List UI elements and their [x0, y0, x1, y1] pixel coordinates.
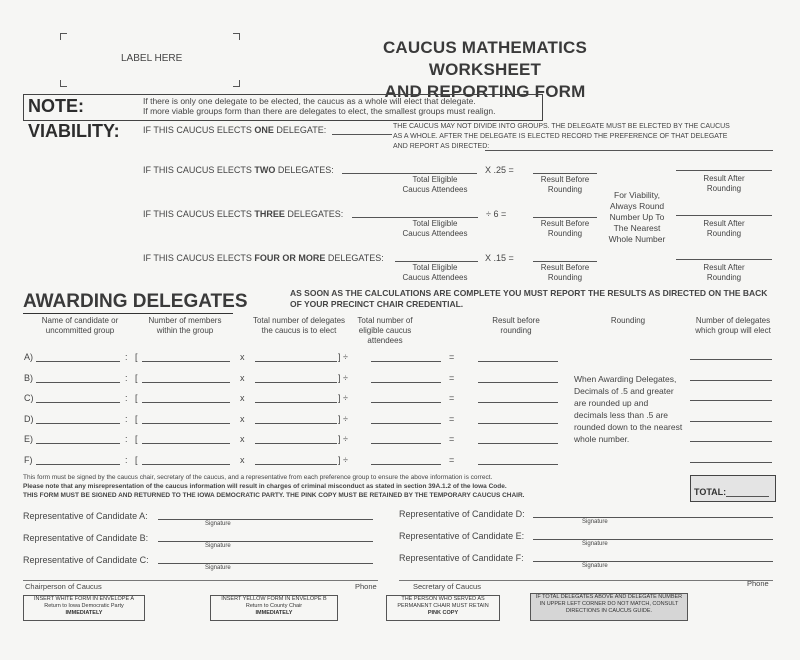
three-suffix: DELEGATES: — [284, 209, 344, 219]
rep-e-signature-line[interactable] — [533, 539, 773, 540]
row-multiply: x — [240, 414, 245, 424]
row-result-before-line[interactable] — [478, 423, 558, 424]
three-total-eligible: Total Eligible — [412, 219, 458, 228]
col-header-number-delegates: Number of delegates which group will elect — [695, 316, 771, 335]
rep-d-signature-caption: Signature — [582, 519, 608, 525]
one-text-1: THE CAUCUS MAY NOT DIVIDE INTO GROUPS. THE DELEGATE MUST BE ELECTED BY THE CAUCUS — [393, 123, 730, 130]
viability-two-label — [143, 165, 334, 175]
rep-a-signature-line[interactable] — [158, 519, 373, 520]
two-caucus-attendees: Caucus Attendees — [402, 185, 468, 194]
row-bracket-close-divide: ] ÷ — [338, 455, 348, 465]
three-result-before-line[interactable] — [533, 217, 597, 218]
three-prefix: IF THIS CAUCUS ELECTS — [143, 209, 255, 219]
awarding-instruction: AS SOON AS THE CALCULATIONS ARE COMPLETE YOU MUST REPORT THE RESULTS AS DIRECTED ON THE BACK OF YOUR PRECINCT CHAIR CREDENTIAL. — [290, 288, 768, 309]
three-bold: THREE — [254, 209, 285, 219]
rep-e-label: Representative of Candidate E: — [399, 531, 525, 541]
row-colon: : — [125, 373, 128, 383]
row-result-before-line[interactable] — [478, 361, 558, 362]
four-attendees-caption — [400, 263, 470, 283]
two-bold: TWO — [254, 165, 276, 175]
row-total-delegates-line[interactable] — [255, 361, 337, 362]
col-header-rounding: Rounding — [610, 316, 646, 325]
row-members-line[interactable] — [142, 402, 230, 403]
row-total-delegates-line[interactable] — [255, 443, 337, 444]
row-total-eligible-line[interactable] — [371, 361, 441, 362]
rep-d-signature-line[interactable] — [533, 517, 773, 518]
two-result-after-rounding: Rounding — [706, 184, 742, 193]
row-label: D) — [24, 414, 34, 424]
rep-b-label: Representative of Candidate B: — [23, 533, 149, 543]
row-total-eligible-line[interactable] — [371, 382, 441, 383]
four-result-after-line[interactable] — [676, 259, 772, 260]
viability-four-label — [143, 253, 384, 263]
legal-line-3: THIS FORM MUST BE SIGNED AND RETURNED TO THE IOWA DEMOCRATIC PARTY. THE PINK COPY MUST BE RETAINED BY THE TEMPORARY CAUCUS CHAIR. — [23, 492, 525, 499]
footer-yellow-form-box — [210, 595, 338, 621]
white-line-2: Return to Iowa Democratic Party — [44, 603, 124, 609]
row-colon: : — [125, 352, 128, 362]
row-name-line[interactable] — [36, 361, 120, 362]
row-total-delegates-line[interactable] — [255, 382, 337, 383]
row-bracket-close-divide: ] ÷ — [338, 434, 348, 444]
white-line-3: IMMEDIATELY — [65, 610, 103, 616]
row-result-before-line[interactable] — [478, 402, 558, 403]
rep-f-signature-line[interactable] — [533, 561, 773, 562]
col-header-total-delegates: Total number of delegates the caucus is to elect — [252, 316, 346, 335]
legal-line-2: Please note that any misrepresentation of the caucus information will result in charges of criminal misconduct as stated in section 39A.1.2 of the Iowa Code. — [23, 483, 507, 490]
rep-c-label: Representative of Candidate C: — [23, 555, 149, 565]
row-name-line[interactable] — [36, 423, 120, 424]
row-bracket-open: [ — [135, 352, 138, 362]
row-colon: : — [125, 393, 128, 403]
one-text-3: AND REPORT AS DIRECTED: — [393, 143, 490, 150]
pink-line-3: PINK COPY — [427, 610, 459, 616]
chair-signature-line[interactable] — [23, 580, 378, 581]
row-colon: : — [125, 434, 128, 444]
crop-mark-top-left — [60, 33, 67, 40]
row-members-line[interactable] — [142, 382, 230, 383]
row-label: F) — [24, 455, 33, 465]
two-prefix: IF THIS CAUCUS ELECTS — [143, 165, 255, 175]
chair-label: Chairperson of Caucus — [25, 582, 102, 591]
one-delegate-preference-line[interactable] — [485, 150, 773, 151]
row-label: E) — [24, 434, 33, 444]
rep-f-signature-caption: Signature — [582, 563, 608, 569]
row-number-delegates-line[interactable] — [690, 441, 772, 442]
total-input-line[interactable] — [726, 496, 769, 497]
rep-a-label: Representative of Candidate A: — [23, 511, 148, 521]
title-line-2: AND REPORTING FORM — [384, 82, 586, 101]
row-multiply: x — [240, 352, 245, 362]
row-name-line[interactable] — [36, 402, 120, 403]
footer-white-form-box — [23, 595, 145, 621]
four-rounding-text: Rounding — [547, 273, 583, 282]
warn-line-1: IF TOTAL DELEGATES ABOVE AND DELEGATE NUMBER — [535, 594, 683, 600]
footer-warning-box — [530, 593, 688, 621]
two-rounding-text: Rounding — [547, 185, 583, 194]
three-result-after-text: Result After — [703, 219, 745, 228]
three-caucus-attendees: Caucus Attendees — [402, 229, 468, 238]
rep-c-signature-line[interactable] — [158, 563, 373, 564]
awarding-heading-underline — [23, 313, 233, 314]
row-multiply: x — [240, 434, 245, 444]
two-result-before-caption — [533, 175, 597, 195]
col-header-members: Number of members within the group — [148, 316, 222, 335]
three-operator: ÷ 6 = — [486, 209, 507, 219]
three-attendees-caption — [400, 219, 470, 239]
three-result-after-caption — [676, 219, 772, 239]
two-result-after-line[interactable] — [676, 170, 772, 171]
crop-mark-bottom-right — [233, 80, 240, 87]
two-operator: X .25 = — [485, 165, 514, 175]
one-suffix: DELEGATE: — [273, 125, 327, 135]
two-attendees-caption — [400, 175, 470, 195]
footer-pink-copy-box — [386, 595, 500, 621]
two-attendees-line[interactable] — [342, 173, 477, 174]
four-bold: FOUR OR MORE — [254, 253, 326, 263]
warn-line-3: DIRECTIONS IN CAUCUS GUIDE. — [565, 608, 653, 614]
row-total-delegates-line[interactable] — [255, 464, 337, 465]
yellow-line-1: INSERT YELLOW FORM IN ENVELOPE B — [221, 596, 327, 602]
row-members-line[interactable] — [142, 361, 230, 362]
one-bold: ONE — [254, 125, 274, 135]
crop-mark-top-right — [233, 33, 240, 40]
two-result-after-caption — [676, 174, 772, 194]
row-name-line[interactable] — [36, 382, 120, 383]
viability-three-label — [143, 209, 343, 219]
row-bracket-open: [ — [135, 373, 138, 383]
note-line-1: If there is only one delegate to be elected, the caucus as a whole will elect that delegate. — [143, 96, 476, 106]
rep-b-signature-line[interactable] — [158, 541, 373, 542]
rep-a-signature-caption: Signature — [205, 521, 231, 527]
row-total-eligible-line[interactable] — [371, 443, 441, 444]
awarding-rounding-note: When Awarding Delegates, Decimals of .5 and greater are rounded up and decimals less than .5 are rounded down to the nearest whole number. — [574, 374, 683, 444]
four-result-after-rounding: Rounding — [706, 273, 742, 282]
note-line-2: If more viable groups form than there are delegates to elect, the smallest groups must realign. — [143, 106, 496, 116]
legal-line-1: This form must be signed by the caucus chair, secretary of the caucus, and a representative from each preference group to ensure the above information is correct. — [23, 474, 493, 481]
row-number-delegates-line[interactable] — [690, 359, 772, 360]
three-result-after-line[interactable] — [676, 215, 772, 216]
row-bracket-close-divide: ] ÷ — [338, 393, 348, 403]
row-equals: = — [449, 434, 455, 444]
legal-text — [23, 473, 683, 500]
four-result-before-text: Result Before — [540, 263, 590, 272]
title-line-1: CAUCUS MATHEMATICS WORKSHEET — [382, 38, 588, 79]
warn-line-2: IN UPPER LEFT CORNER DO NOT MATCH, CONSULT — [539, 601, 679, 607]
pink-line-2: PERMANENT CHAIR MUST RETAIN — [397, 603, 489, 609]
col-header-total-eligible: Total number of eligible caucus attendees — [357, 316, 413, 345]
row-equals: = — [449, 393, 455, 403]
awarding-heading: AWARDING DELEGATES — [23, 291, 248, 312]
row-number-delegates-line[interactable] — [690, 421, 772, 422]
row-bracket-open: [ — [135, 455, 138, 465]
one-delegate-line[interactable] — [332, 134, 392, 135]
three-result-after-rounding: Rounding — [706, 229, 742, 238]
four-caucus-attendees: Caucus Attendees — [402, 273, 468, 282]
row-multiply: x — [240, 393, 245, 403]
row-members-line[interactable] — [142, 443, 230, 444]
rep-b-signature-caption: Signature — [205, 543, 231, 549]
two-total-eligible: Total Eligible — [412, 175, 458, 184]
row-multiply: x — [240, 455, 245, 465]
four-result-after-caption — [676, 263, 772, 283]
row-equals: = — [449, 352, 455, 362]
row-number-delegates-line[interactable] — [690, 380, 772, 381]
four-operator: X .15 = — [485, 253, 514, 263]
row-colon: : — [125, 455, 128, 465]
row-multiply: x — [240, 373, 245, 383]
row-label: A) — [24, 352, 33, 362]
four-result-before-line[interactable] — [533, 261, 597, 262]
row-equals: = — [449, 373, 455, 383]
label-here: LABEL HERE — [121, 53, 183, 64]
one-text-2: AS A WHOLE. AFTER THE DELEGATE IS ELECTED RECORD THE PREFERENCE OF THAT DELEGATE — [393, 133, 728, 140]
two-result-before-text: Result Before — [540, 175, 590, 184]
row-equals: = — [449, 455, 455, 465]
rep-f-label: Representative of Candidate F: — [399, 553, 524, 563]
note-heading: NOTE: — [28, 96, 84, 116]
chair-phone-label: Phone — [355, 582, 377, 591]
viability-one-label — [143, 125, 326, 135]
row-total-delegates-line[interactable] — [255, 402, 337, 403]
pink-line-1: THE PERSON WHO SERVED AS — [401, 596, 485, 602]
four-prefix: IF THIS CAUCUS ELECTS — [143, 253, 255, 263]
col-header-name: Name of candidate or uncommitted group — [41, 316, 119, 335]
row-bracket-open: [ — [135, 434, 138, 444]
rep-d-label: Representative of Candidate D: — [399, 509, 525, 519]
row-members-line[interactable] — [142, 423, 230, 424]
row-number-delegates-line[interactable] — [690, 462, 772, 463]
three-attendees-line[interactable] — [352, 217, 478, 218]
row-total-eligible-line[interactable] — [371, 402, 441, 403]
secretary-signature-line[interactable] — [399, 580, 773, 581]
two-result-before-line[interactable] — [533, 173, 597, 174]
row-name-line[interactable] — [36, 464, 120, 465]
row-bracket-close-divide: ] ÷ — [338, 373, 348, 383]
four-suffix: DELEGATES: — [325, 253, 384, 263]
row-total-eligible-line[interactable] — [371, 423, 441, 424]
row-result-before-line[interactable] — [478, 382, 558, 383]
note-text — [143, 96, 495, 116]
secretary-phone-label: Phone — [747, 579, 769, 588]
row-label: B) — [24, 373, 33, 383]
row-result-before-line[interactable] — [478, 443, 558, 444]
yellow-line-2: Return to County Chair — [245, 603, 303, 609]
viability-heading: VIABILITY: — [28, 121, 120, 141]
row-bracket-open: [ — [135, 393, 138, 403]
one-prefix: IF THIS CAUCUS ELECTS — [143, 125, 255, 135]
row-total-eligible-line[interactable] — [371, 464, 441, 465]
secretary-label: Secretary of Caucus — [413, 582, 481, 591]
col-header-result-before: Result before rounding — [492, 316, 540, 335]
crop-mark-bottom-left — [60, 80, 67, 87]
three-rounding-text: Rounding — [547, 229, 583, 238]
four-total-eligible: Total Eligible — [412, 263, 458, 272]
three-result-before-caption — [533, 219, 597, 239]
two-result-after-text: Result After — [703, 174, 745, 183]
two-suffix: DELEGATES: — [275, 165, 334, 175]
row-members-line[interactable] — [142, 464, 230, 465]
four-result-before-caption — [533, 263, 597, 283]
four-attendees-line[interactable] — [395, 261, 478, 262]
row-name-line[interactable] — [36, 443, 120, 444]
row-number-delegates-line[interactable] — [690, 400, 772, 401]
row-total-delegates-line[interactable] — [255, 423, 337, 424]
white-line-1: INSERT WHITE FORM IN ENVELOPE A — [33, 596, 135, 602]
four-result-after-text: Result After — [703, 263, 745, 272]
viability-round-note: For Viability, Always Round Number Up To The Nearest Whole Number — [608, 190, 666, 244]
row-bracket-close-divide: ] ÷ — [338, 414, 348, 424]
row-label: C) — [24, 393, 34, 403]
row-equals: = — [449, 414, 455, 424]
row-bracket-open: [ — [135, 414, 138, 424]
one-delegate-instructions — [393, 122, 783, 152]
row-bracket-close-divide: ] ÷ — [338, 352, 348, 362]
three-result-before-text: Result Before — [540, 219, 590, 228]
rep-e-signature-caption: Signature — [582, 541, 608, 547]
yellow-line-3: IMMEDIATELY — [255, 610, 293, 616]
total-label: TOTAL: — [694, 487, 727, 497]
rep-c-signature-caption: Signature — [205, 565, 231, 571]
row-colon: : — [125, 414, 128, 424]
row-result-before-line[interactable] — [478, 464, 558, 465]
